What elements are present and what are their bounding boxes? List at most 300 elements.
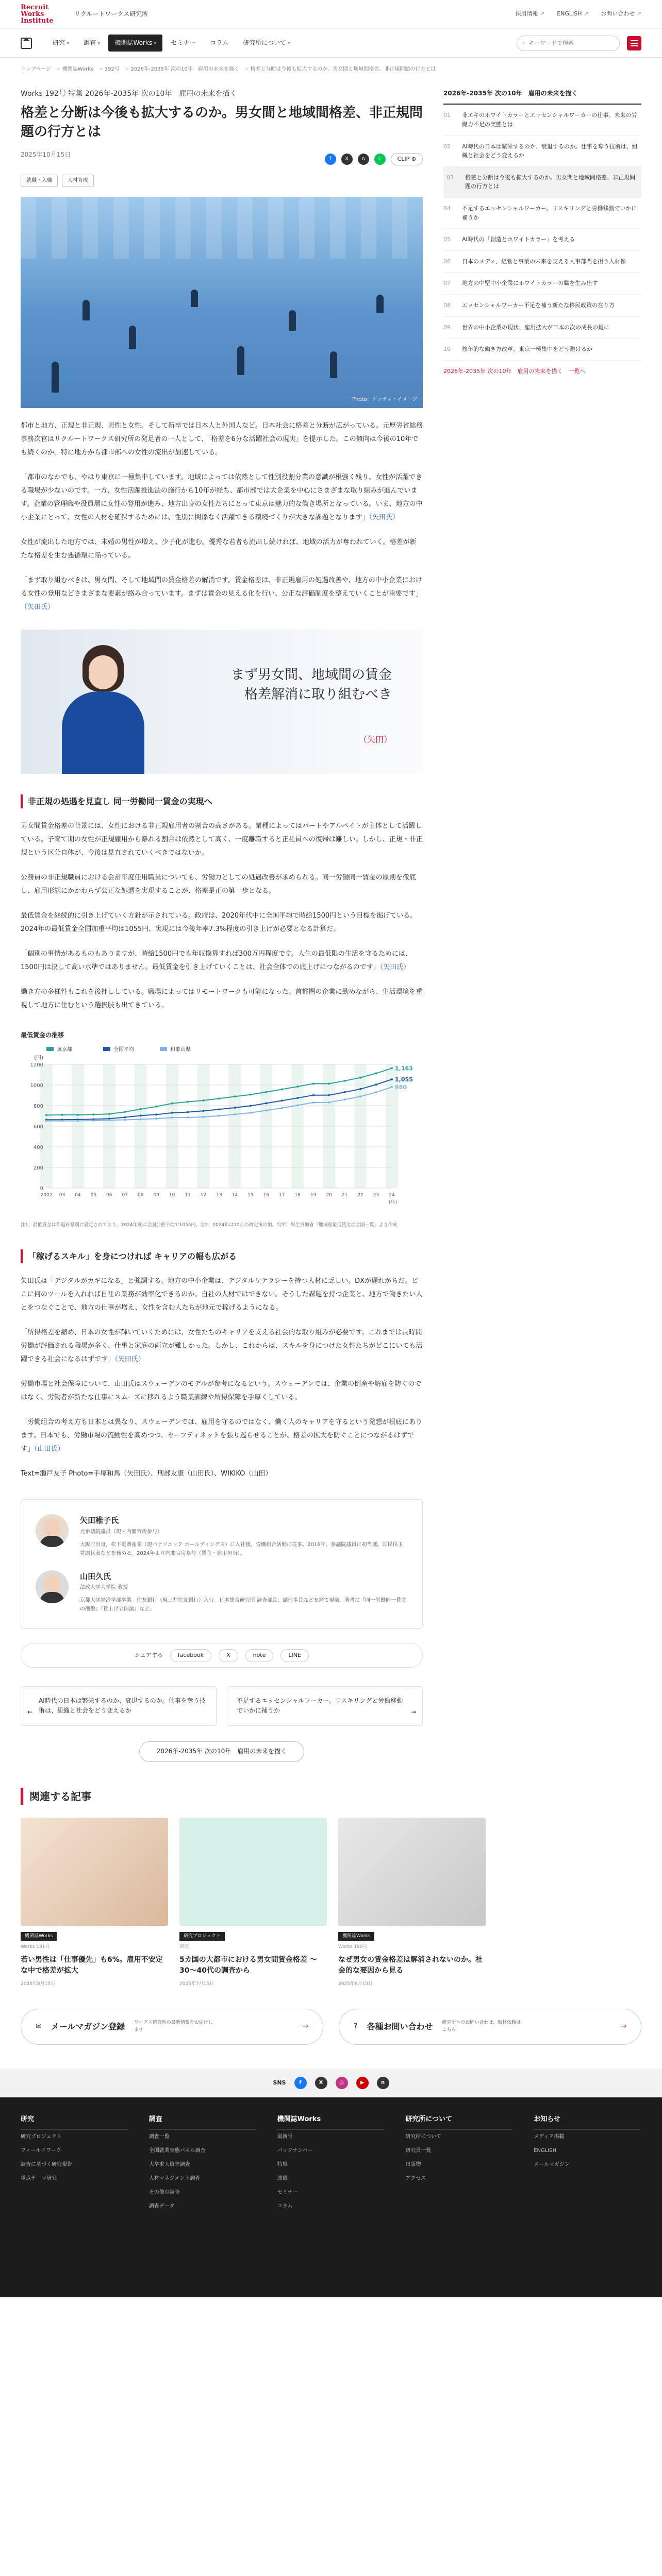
section-heading: 「稼げるスキル」を身につければ キャリアの幅も広がる (21, 1249, 423, 1263)
sidebar-more-link[interactable]: 2026年-2035年 次の10年 雇用の未来を描く 一覧へ (443, 367, 586, 375)
data-point (296, 1104, 299, 1106)
data-point (140, 1118, 142, 1120)
data-point (92, 1113, 94, 1115)
card-title: なぜ男女の賃金格差は解消されないのか。社会的な要因から見る (338, 1955, 483, 1975)
share-top (21, 153, 423, 166)
footer-heading[interactable]: 機関誌Works (277, 2114, 385, 2130)
article-kicker: Works 192号 特集 2026年-2035年 次の10年 雇用の未来を描く (21, 90, 237, 98)
legend-label: 東京都 (57, 1046, 72, 1053)
clip-button[interactable]: CLIP ⊕ (391, 153, 423, 166)
footer (0, 2097, 662, 2297)
x-tick-label: 10 (169, 1192, 175, 1198)
item-title: エッセンシャルワーカー不足を補う新たな移民政策の在り方 (462, 301, 615, 309)
data-point (359, 1076, 361, 1078)
back-to-feature-button[interactable]: 2026年-2035年 次の10年 雇用の未来を描く (139, 1741, 304, 1762)
avatar (36, 1514, 69, 1547)
sns-label: SNS (273, 2079, 286, 2086)
data-point (281, 1088, 283, 1090)
paragraph: 最低賃金を継続的に引き上げていく方針が示されている。政府は、2020年代中に全国平均で時給1500円という目標を掲げている。2024年の最低賃金全国加重平均は1055円、実現には今後年率7.3%程度の引き上げが必要となる計算だ。 (21, 912, 417, 934)
sidebar-title: 2026年-2035年 次の10年 雇用の未来を描く (443, 88, 641, 105)
footer-link[interactable]: 出版物 (405, 2162, 421, 2168)
data-point (140, 1114, 142, 1116)
tag-item[interactable]: 人材育成 (62, 175, 94, 187)
footer-link[interactable]: その他の調査 (148, 2190, 180, 2196)
item-title: AI時代の日本は繁栄するのか、衰退するのか。仕事を奪う技術は、組織と社会をどう変えるか (462, 143, 638, 159)
search-icon: ⌕ (522, 39, 526, 46)
item-title: 不足するエッセンシャルワーカー。リスキリングと労働移動でいかに補うか (462, 205, 637, 221)
x-tick-label: 21 (341, 1192, 348, 1198)
quote (21, 947, 423, 974)
note-icon[interactable]: n (358, 154, 369, 165)
item-number: 01 (443, 112, 451, 119)
series-line-0 (46, 1068, 392, 1115)
item-number: 03 (446, 174, 454, 181)
sidebar-article-item[interactable] (443, 317, 641, 339)
newsletter-button[interactable] (21, 2009, 323, 2045)
data-point (77, 1120, 79, 1122)
footer-link[interactable]: バックナンバー (277, 2148, 313, 2154)
legend-swatch (160, 1047, 167, 1051)
top-link-contact[interactable]: お問い合わせ ↗ (601, 9, 641, 19)
footer-link[interactable]: 人材マネジメント調査 (148, 2176, 201, 2182)
sidebar-article-item[interactable] (443, 273, 641, 295)
top-link-english[interactable]: ENGLISH ↗ (557, 9, 588, 19)
home-icon[interactable] (21, 38, 32, 49)
y-tick-label: 1000 (30, 1082, 43, 1089)
line-icon[interactable]: L (374, 154, 386, 165)
article-pager (21, 1686, 423, 1725)
sns-bar (0, 2069, 662, 2097)
tag-list (21, 175, 423, 187)
sidebar-article-item[interactable] (443, 229, 641, 251)
author-card (36, 1514, 408, 1558)
share-facebook-button[interactable]: facebook (170, 1649, 211, 1662)
chart-notes: 注1：最低賃金は都道府県別に設定されており、2024年度は全国加重平均で1055円。注2：2024年は10月の改定後の額。出所：厚生労働省『地域別最低賃金の全国一覧』より作成 (21, 1222, 398, 1228)
data-point (171, 1103, 173, 1105)
data-point (391, 1086, 393, 1088)
card-tag: 機関誌Works (338, 1932, 374, 1941)
footer-link[interactable]: ENGLISH (534, 2148, 557, 2154)
article-title: 格差と分断は今後も拡大するのか。男女間と地域間格差、非正規問題の行方とは (21, 105, 423, 140)
chart-svg (21, 1044, 423, 1214)
data-point (234, 1107, 236, 1109)
sidebar-article-item[interactable] (443, 167, 641, 198)
footer-link[interactable]: フィールドワーク (21, 2148, 61, 2154)
share-note-button[interactable]: note (245, 1649, 274, 1662)
data-point (265, 1102, 267, 1104)
sidebar-article-item[interactable] (443, 105, 641, 135)
item-number: 10 (443, 346, 451, 353)
menu-icon[interactable] (627, 36, 641, 50)
sidebar-article-item[interactable] (443, 295, 641, 317)
data-point (218, 1115, 220, 1117)
wage-chart (21, 1044, 423, 1218)
quote-source: （矢田氏） (369, 514, 399, 522)
data-point (281, 1107, 283, 1109)
item-number: 05 (443, 236, 451, 243)
quote-text: 「労働組合の考え方も日本とは異なり、スウェーデンでは、雇用を守るのではなく、働く人のキャリアを守るという発想が根底にあります。日本でも、労働市場の流動性を高めつつ、セーフティネットを張り巡らせることが、格差の拡大を防ぐことにつながるはずです」 (21, 1418, 422, 1453)
x-tick-label: 09 (153, 1192, 159, 1198)
related-heading: 関連する記事 (21, 1788, 641, 1805)
avatar (36, 1570, 69, 1603)
quote (21, 1416, 423, 1456)
footer-link[interactable]: 連載 (277, 2176, 288, 2182)
footer-link[interactable]: 研究プロジェクト (21, 2134, 62, 2140)
instagram-icon[interactable]: ◎ (336, 2077, 348, 2089)
card-date: 2025年6月15日 (338, 1981, 373, 1987)
item-number: 02 (443, 143, 451, 150)
x-tick-label: 16 (263, 1192, 270, 1198)
author-name: 矢田稚子氏 (80, 1516, 119, 1526)
note-icon[interactable]: n (377, 2077, 389, 2089)
end-value-label: 980 (395, 1083, 407, 1091)
author-box (21, 1499, 423, 1629)
article-date: 2025年10月15日 (21, 151, 71, 159)
item-title: 日本のメディ、経営と事業の未来を支える人事部門を担う人材像 (462, 258, 626, 265)
data-point (375, 1091, 377, 1093)
quote-source: （山田氏） (34, 1445, 64, 1453)
top-links (516, 9, 642, 19)
data-point (234, 1095, 236, 1097)
footer-column (405, 2114, 513, 2213)
cta-title: メールマガジン登録 (51, 2022, 125, 2032)
data-point (187, 1100, 189, 1103)
footer-heading[interactable]: 研究所について (405, 2114, 513, 2130)
paragraph: 男女間賃金格差の背景には、女性における非正規雇用者の割合の高さがある。業種によってはパートやアルバイトが主体として活躍している。子育て期の女性が正規雇用から離れる割合は依然として高く、一度離職すると正社員への復帰は難しい。しかし、正規・非正規という区分自体が、今後は見直されていくべきではないか。 (21, 822, 423, 857)
crumb-feature[interactable]: > 2026年-2035年 次の10年 雇用の未来を描く (125, 65, 239, 74)
data-point (312, 1094, 315, 1096)
data-point (45, 1120, 47, 1122)
author-card (36, 1570, 408, 1614)
footer-column (534, 2114, 641, 2213)
footer-column (149, 2114, 257, 2213)
y-tick-label: 1200 (30, 1062, 43, 1068)
x-tick-label: 19 (310, 1192, 317, 1198)
data-point (391, 1067, 393, 1069)
footer-link[interactable]: 重点テーマ研究 (21, 2176, 57, 2182)
data-point (234, 1113, 236, 1115)
share-bar (21, 1643, 423, 1668)
x-tick-label: 06 (106, 1192, 112, 1198)
paragraph: 矢田氏は「デジタルがカギになる」と強調する。地方の中小企業は、デジタルリテラシーを持つ人材に乏しい。DXが遅れがちだ。どこに何のツールを入れれば自社の業務が効率化できるのか。自社の人材ではできない。そうした課題を持つ企業と、地方で働きたい人とをつなぐことで、地方の仕事が増え、女性を含む人たちが地元で稼げるようになる。 (21, 1277, 423, 1312)
data-point (250, 1105, 252, 1107)
quote (21, 1326, 423, 1366)
related-articles (0, 1788, 662, 1988)
quote-source: （矢田氏） (114, 1355, 145, 1364)
data-point (391, 1078, 393, 1080)
footer-link[interactable]: セミナー (277, 2190, 298, 2196)
quote-text: 「個別の事情があるものもありますが、時給1500円でも年収換算すれば300万円程度です。人生の最低限の生活を守るためには、1500円は決して高い水準ではありません。最低賃金を引き上げていくことは、社会全体での底上げにつながるのです」 (21, 950, 412, 972)
footer-heading[interactable]: 調査 (149, 2114, 257, 2130)
sidebar-article-item[interactable] (443, 198, 641, 229)
hero-image (21, 197, 423, 408)
x-tick-label: 13 (216, 1192, 222, 1198)
site-logo[interactable]: Recruit Works Institute (21, 4, 54, 25)
x-icon[interactable]: X (315, 2077, 327, 2089)
x-tick-label: 24 (389, 1192, 395, 1198)
facebook-icon[interactable]: f (294, 2077, 307, 2089)
card-thumbnail (21, 1818, 168, 1926)
data-point (218, 1097, 220, 1099)
item-number: 07 (443, 280, 451, 287)
x-tick-label: 08 (138, 1192, 144, 1198)
article (21, 81, 423, 1762)
credit: Text=瀬戸友子 Photo=手塚和馬（矢田氏）、刑部友康（山田氏）、WIKIKO（山田） (21, 1470, 272, 1478)
data-point (187, 1116, 189, 1118)
card-meta: 研究 (179, 1944, 189, 1950)
paragraph: 女性が流出した地方では、未婚の男性が増え、少子化が進む。優秀な若者も流出し続ければ、地域の活力が奪われていく。格差が新たな格差を生む悪循環に陥っている。 (21, 538, 417, 560)
item-title: 地方の中堅中小企業にホワイトカラーの職を生み出す (462, 280, 598, 287)
data-point (140, 1108, 142, 1110)
legend-swatch (46, 1047, 54, 1051)
crumb-issue[interactable]: > 192号 (98, 65, 120, 74)
youtube-icon[interactable]: ▶ (356, 2077, 369, 2089)
cta-desc: 研究所へのお問い合わせ、取材依頼はこちら (442, 2020, 521, 2032)
data-point (281, 1099, 283, 1101)
x-tick-label: 04 (75, 1192, 81, 1198)
y-axis-label: (円) (34, 1055, 43, 1061)
card-tag: 機関誌Works (21, 1932, 57, 1941)
item-title: AI時代の「創造とホワイトカラー」を考える (462, 236, 575, 243)
data-point (359, 1088, 361, 1090)
related-card[interactable] (21, 1818, 168, 1988)
chart-title: 最低賃金の推移 (21, 1031, 64, 1039)
x-tick-label: 15 (247, 1192, 254, 1198)
footer-link[interactable]: コラム (277, 2204, 293, 2210)
data-point (296, 1097, 299, 1099)
item-title: 熟年的な働き方改革、東京一極集中をどう避けるか (462, 346, 592, 353)
data-point (375, 1083, 377, 1086)
section-heading: 非正規の処遇を見直し 同一労働同一賃金の実現へ (21, 794, 423, 808)
data-point (155, 1113, 157, 1115)
data-point (344, 1091, 346, 1093)
item-title: 非エキのホワイトカラーとエッセンシャルワーカーの仕事。未来の労働力不足の実態とは (462, 112, 637, 128)
cta-row (0, 2009, 662, 2045)
legend-label: 全国平均 (113, 1046, 134, 1053)
data-point (344, 1080, 346, 1082)
author-role: 法政大学大学院 教授 (80, 1585, 128, 1591)
legend-swatch (103, 1047, 110, 1051)
photo-credit: Photo：ゲッティ・イメージ (352, 397, 418, 403)
prev-article-link[interactable]: ← AI時代の日本は繁栄するのか、衰退するのか。仕事を奪う技術は、組織と社会をどう変えるか (21, 1686, 217, 1725)
footer-link[interactable]: 大卒求人倍率調査 (148, 2162, 190, 2168)
card-thumbnail (179, 1818, 327, 1926)
related-card[interactable] (179, 1818, 327, 1988)
data-point (312, 1082, 315, 1084)
nav-research[interactable]: 研究 ▾ (46, 35, 75, 51)
data-point (187, 1111, 189, 1113)
author-role: 元参議院議員（現・内閣官房参与） (80, 1529, 162, 1535)
paragraph: 都市と地方、正規と非正規、男性と女性。そして新卒では日本人と外国人など。日本社会に格差と分断が広がっている。元厚労省総務事務次官はリクルートワークス研究所の発足者の一人として、「格差を6分な活躍社会の現実」を提示した。この傾向は今後の10年でも続くのか。特に地方から都市部への女性の流出が加速している。 (21, 422, 423, 457)
crumb-current: > 格差と分断は今後も拡大するのか。男女間と地域間格差、非正規問題の行方とは (244, 65, 436, 74)
data-point (45, 1114, 47, 1116)
y-tick-label: 400 (33, 1144, 43, 1150)
footer-link[interactable]: 研究員一覧 (405, 2148, 432, 2154)
data-point (203, 1099, 205, 1101)
x-tick-label: 23 (373, 1192, 379, 1198)
search-box (517, 36, 620, 51)
nav-survey[interactable]: 調査 ▾ (77, 35, 106, 51)
share-label: シェアする (135, 1651, 163, 1658)
next-article-link[interactable]: 不足するエッセンシャルワーカー。リスキリングと労働移動でいかに補うか → (227, 1686, 423, 1725)
item-number: 08 (443, 301, 451, 309)
data-point (359, 1095, 361, 1097)
footer-link[interactable]: 特集 (277, 2162, 288, 2168)
quote-text: 「都市のなかでも、やはり東京に一極集中しています。地域によっては依然として性別役割分業の意識が根強く残り、女性が活躍できる職場が少ないのです。一方、女性活躍推進法の施行から10年が経ち、都市部では大企業を中心にさまざまな取り組みが進んでいます。企業の管理職や役員層に女性の登用が進み、地方出身の女性たちにとって東京は魅力的な働き場所となっている。いま、地方の中小企業にとって、女性の人材を確保するためには、性別に関係なく活躍できる環境づくりが大きな課題となります」 (21, 473, 423, 522)
x-axis-label: (年) (388, 1199, 397, 1205)
x-tick-label: 11 (185, 1192, 191, 1198)
data-point (296, 1086, 299, 1088)
main-nav (0, 29, 662, 58)
data-point (250, 1112, 252, 1114)
footer-link[interactable]: 調査一覧 (148, 2134, 170, 2140)
x-tick-label: 2002 (40, 1192, 53, 1198)
data-point (328, 1101, 330, 1104)
data-point (203, 1116, 205, 1118)
footer-column (277, 2114, 385, 2213)
data-point (124, 1118, 126, 1121)
data-point (171, 1116, 173, 1118)
tag-item[interactable]: 就職・入職 (21, 175, 58, 187)
quote (21, 574, 423, 614)
item-number: 04 (443, 205, 451, 212)
share-x-button[interactable]: X (219, 1649, 238, 1662)
x-tick-label: 14 (231, 1192, 238, 1198)
sidebar-article-item[interactable] (443, 136, 641, 167)
item-number: 06 (443, 258, 451, 265)
data-point (124, 1111, 126, 1113)
footer-link[interactable]: 調査に基づく研究報告 (21, 2162, 72, 2168)
cta-title: 各種お問い合わせ (367, 2022, 433, 2032)
quote-source: （矢田氏） (379, 963, 410, 972)
data-point (328, 1082, 330, 1084)
mail-icon: ✉ (36, 2022, 42, 2031)
x-tick-label: 05 (90, 1192, 97, 1198)
card-title: 若い男性は「仕事優先」も6%。雇用不安定な中で格差が拡大 (21, 1955, 163, 1975)
card-meta: Works 191号 (21, 1944, 50, 1950)
card-meta: Works 190号 (338, 1944, 368, 1950)
y-tick-label: 600 (33, 1124, 43, 1130)
paragraph: 働き方の多様性もこれを後押ししている。職場によってはリモートワークも可能になった。首都圏の企業に勤めながら、生活環境を重視して地方に住むという選択肢も出てきている。 (21, 988, 423, 1010)
arrow-right-icon: → (620, 2022, 626, 2031)
banner-quote: まず男女間、地域間の賃金格差解消に取り組むべき (230, 667, 392, 702)
card-title: 5カ国の大都市における男女間賃金格差 〜30〜40代の調査から (179, 1955, 317, 1975)
x-icon[interactable]: X (341, 154, 353, 165)
interviewee-banner (21, 630, 423, 774)
top-link-recruit[interactable]: 採用情報 ↗ (516, 9, 545, 19)
crumb-works[interactable]: > 機関誌Works (56, 65, 93, 74)
sidebar-article-item[interactable] (443, 251, 641, 273)
data-point (328, 1094, 330, 1096)
end-value-label: 1,055 (395, 1076, 413, 1083)
quote (21, 471, 423, 524)
y-tick-label: 200 (33, 1165, 43, 1171)
data-point (155, 1117, 157, 1120)
item-number: 09 (443, 324, 451, 331)
banner-name: （矢田） (358, 735, 392, 745)
footer-link[interactable]: 調査データ (148, 2204, 175, 2210)
footer-link[interactable]: 研究所について (405, 2134, 442, 2140)
data-point (250, 1093, 252, 1095)
author-bio: 京都大学経済学部卒業。住友銀行（現三井住友銀行）入行。日本総合研究所 調査部長、副理事長などを経て現職。著書に『同一労働同一賃金の衝撃』『賃上げ立国論』など。 (80, 1598, 407, 1613)
cta-desc: ワークス研究所の最新情報をお届けします (134, 2020, 213, 2032)
quote-text: 「所得格差を縮め、日本の女性が輝いていくためには、女性たちのキャリアを支える社会的な取り組みが必要です。これまでは長時間労働が評価される職場が多く、仕事と家庭の両立が難しかった。しかし、これからは、スキルを身につけた女性たちがどこにいても活躍できる社会になるはずです」 (21, 1329, 423, 1364)
footer-link[interactable]: 全国就業実態パネル調査 (148, 2148, 206, 2154)
top-bar (0, 0, 662, 29)
data-point (61, 1120, 63, 1122)
nav-seminar[interactable]: セミナー (171, 39, 196, 47)
breadcrumb (0, 58, 662, 81)
related-card[interactable] (338, 1818, 486, 1988)
x-tick-label: 22 (357, 1192, 363, 1198)
data-point (171, 1112, 173, 1114)
x-tick-label: 12 (200, 1192, 207, 1198)
x-tick-label: 03 (59, 1192, 65, 1198)
data-point (61, 1114, 63, 1116)
card-thumbnail (338, 1818, 486, 1926)
nav-about[interactable]: 研究所について ▾ (237, 35, 296, 51)
footer-column (21, 2114, 128, 2213)
question-icon: ? (354, 2022, 358, 2031)
data-point (312, 1101, 315, 1104)
x-tick-label: 07 (122, 1192, 128, 1198)
card-date: 2025年8月15日 (21, 1981, 56, 1987)
footer-heading[interactable]: お知らせ (534, 2114, 641, 2130)
data-point (92, 1120, 94, 1122)
footer-heading[interactable]: 研究 (21, 2114, 128, 2130)
quote-text: 「まず取り組むべきは、男女間、そして地域間の賃金格差の解消です。賃金格差は、非正規雇用の処遇改善や、地方の中小企業における女性の登用などさまざまな要素が絡み合っています。まずは賃金の見える化を行い、公正な評価制度を整えていくことが重要です」 (21, 577, 422, 598)
facebook-icon[interactable]: f (325, 154, 336, 165)
data-point (124, 1116, 126, 1118)
y-tick-label: 0 (40, 1185, 43, 1192)
site-subtitle: リクルートワークス研究所 (74, 10, 148, 18)
footer-link[interactable]: メディア掲載 (534, 2134, 565, 2140)
item-title: 世界の中小企業の現状、雇用拡大が日本の次の成長の鍵に (462, 324, 609, 331)
data-point (265, 1109, 267, 1111)
footer-link[interactable]: 最新号 (277, 2134, 293, 2140)
nav-column[interactable]: コラム (210, 39, 229, 47)
x-tick-label: 18 (294, 1192, 301, 1198)
footer-link[interactable]: メールマガジン (534, 2162, 570, 2168)
search-input[interactable] (528, 40, 606, 46)
quote-source: （矢田氏） (21, 603, 55, 612)
crumb-home[interactable]: トップページ (21, 66, 52, 72)
data-point (203, 1110, 205, 1112)
contact-button[interactable] (339, 2009, 641, 2045)
data-point (77, 1114, 79, 1116)
y-tick-label: 800 (33, 1103, 43, 1109)
sidebar-list (443, 105, 641, 360)
share-line-button[interactable]: LINE (280, 1649, 309, 1662)
item-title: 格差と分断は今後も拡大するのか。男女間と地域間格差、非正規問題の行方とは (465, 174, 635, 190)
end-value-label: 1,163 (395, 1065, 413, 1072)
card-tag: 研究プロジェクト (179, 1932, 225, 1941)
data-point (218, 1108, 220, 1110)
footer-link[interactable]: アクセス (405, 2176, 426, 2182)
x-tick-label: 17 (279, 1192, 285, 1198)
author-name: 山田久氏 (80, 1571, 111, 1581)
nav-works[interactable]: 機関誌Works ▾ (108, 35, 162, 51)
card-date: 2025年7月15日 (179, 1981, 214, 1987)
sidebar (443, 81, 641, 1762)
data-point (265, 1091, 267, 1093)
paragraph: 公務員の非正規職員における会計年度任用職員についても、労働力としての処遇改善が求められる。同一労働同一賃金の原則を徹底し、雇用形態にかかわらず公正な処遇を実現することが、格差是正の第一歩となる。 (21, 874, 416, 895)
arrow-right-icon: → (302, 2022, 308, 2031)
legend-label: 和歌山県 (170, 1046, 191, 1053)
data-point (344, 1098, 346, 1100)
author-bio: 大阪府出身。松下電器産業（現パナソニック ホールディングス）に入社後、労働組合活動に従事。2016年、参議院議員に初当選。国民民主党副代表などを務める。2024年より内閣官房参与（賃金・雇用担当）。 (80, 1541, 403, 1556)
sidebar-article-item[interactable] (443, 338, 641, 361)
